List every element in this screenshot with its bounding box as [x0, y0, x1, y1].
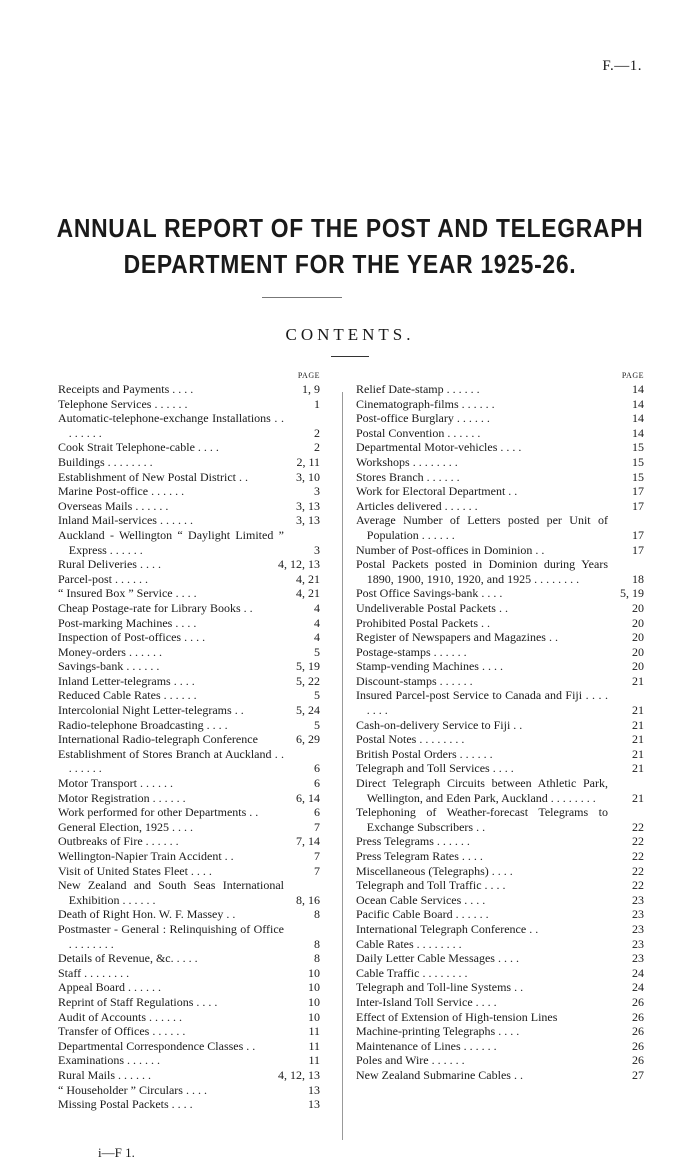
entry-page-number: 15 — [632, 454, 644, 469]
entry-title: Postal Packets posted in Dominion during Years 1890, 1900, 1910, 1920, and 1925 . . . . . . . . — [356, 557, 608, 586]
entry-page-number: 3, 10 — [296, 469, 320, 484]
entry-page-number: 11 — [308, 1024, 320, 1039]
contents-entry — [58, 747, 320, 776]
entry-title: Postmaster - General : Relinquishing of Office . . . . . . . . — [58, 921, 284, 951]
entry-page-number: 23 — [632, 921, 644, 936]
entry-title: Stamp-vending Machines . . . . — [356, 659, 503, 674]
entry-page-number: 7 — [314, 849, 320, 863]
contents-entry — [356, 616, 644, 631]
entry-page-number: 26 — [632, 994, 644, 1009]
entry-title: Reprint of Staff Regulations . . . . — [58, 994, 218, 1009]
entry-title: Number of Post-offices in Dominion . . — [356, 542, 545, 557]
entry-page-number: 4, 12, 13 — [278, 557, 320, 572]
contents-entry — [58, 703, 320, 718]
contents-entry — [58, 484, 320, 499]
entry-page-number: 17 — [632, 484, 644, 499]
contents-entry — [58, 1024, 320, 1039]
entry-page-number: 8 — [314, 951, 320, 966]
report-title — [42, 210, 658, 282]
entry-page-number: 10 — [308, 1009, 320, 1024]
entry-title: Pacific Cable Board . . . . . . — [356, 907, 489, 922]
entry-title: Buildings . . . . . . . . — [58, 454, 153, 469]
contents-entry — [356, 645, 644, 660]
contents-entry — [356, 397, 644, 412]
contents-entry — [356, 1053, 644, 1068]
left-page-header: PAGE — [297, 371, 320, 380]
contents-entry — [356, 1010, 644, 1025]
entry-page-number: 20 — [632, 659, 644, 674]
contents-entry — [58, 1083, 320, 1098]
entry-page-number: 22 — [632, 819, 644, 834]
entry-page-number: 4, 21 — [296, 586, 320, 601]
entry-title: Post-office Burglary . . . . . . — [356, 411, 490, 426]
entry-title: Rural Mails . . . . . . — [58, 1067, 151, 1082]
contents-entry — [58, 776, 320, 791]
right-page-header: PAGE — [621, 371, 644, 380]
entry-page-number: 24 — [632, 980, 644, 995]
page-identifier: F.—1. — [602, 58, 642, 74]
entry-title: Intercolonial Night Letter-telegrams . . — [58, 703, 244, 718]
entry-title: Prohibited Postal Packets . . — [356, 615, 490, 630]
entry-page-number: 8 — [314, 936, 320, 951]
entry-page-number: 7 — [314, 819, 320, 834]
entry-page-number: 5, 19 — [296, 659, 320, 674]
contents-entry — [356, 980, 644, 995]
entry-title: Appeal Board . . . . . . — [58, 980, 161, 995]
entry-page-number: 7, 14 — [296, 834, 320, 849]
right-entries-list — [356, 382, 644, 1083]
entry-page-number: 23 — [632, 951, 644, 966]
entry-page-number: 2, 11 — [296, 454, 320, 469]
entry-page-number: 21 — [632, 673, 644, 688]
entry-title: Press Telegrams . . . . . . — [356, 834, 470, 849]
left-entries-list — [58, 382, 320, 1112]
contents-entry — [356, 470, 644, 485]
entry-page-number: 23 — [632, 907, 644, 922]
entry-title: Cable Rates . . . . . . . . — [356, 936, 462, 951]
contents-entry — [58, 718, 320, 733]
entry-title: Departmental Correspondence Classes . . — [58, 1038, 256, 1053]
entry-title: Motor Registration . . . . . . — [58, 790, 186, 805]
entry-page-number: 26 — [632, 1024, 644, 1039]
entry-title: Cook Strait Telephone-cable . . . . — [58, 440, 219, 455]
entry-title: Cash-on-delivery Service to Fiji . . — [356, 717, 523, 732]
entry-page-number: 22 — [632, 849, 644, 863]
entry-title: Register of Newspapers and Magazines . . — [356, 630, 558, 645]
entry-title: Machine-printing Telegraphs . . . . — [356, 1024, 520, 1039]
contents-entry — [58, 586, 320, 601]
entry-page-number: 5 — [314, 688, 320, 703]
entry-page-number: 15 — [632, 440, 644, 455]
entry-title: Cheap Postage-rate for Library Books . . — [58, 600, 253, 615]
entry-title: Departmental Motor-vehicles . . . . — [356, 440, 522, 455]
entry-page-number: 10 — [308, 994, 320, 1009]
entry-title: Overseas Mails . . . . . . — [58, 498, 169, 513]
contents-entry — [58, 659, 320, 674]
entry-page-number: 11 — [308, 1038, 320, 1053]
entry-page-number: 5, 22 — [296, 673, 320, 688]
entry-title: Undeliverable Postal Packets . . — [356, 600, 508, 615]
contents-entry — [356, 732, 644, 747]
entry-page-number: 23 — [632, 936, 644, 951]
entry-title: Discount-stamps . . . . . . — [356, 673, 473, 688]
entry-page-number: 15 — [632, 469, 644, 484]
contents-entry — [58, 995, 320, 1010]
contents-entry — [356, 513, 644, 542]
entry-title: Transfer of Offices . . . . . . — [58, 1024, 186, 1039]
entry-title: Inland Mail-services . . . . . . — [58, 513, 193, 528]
entry-title: Automatic-telephone-exchange Installations . . . . . . . . — [58, 411, 284, 440]
contents-entry — [58, 382, 320, 397]
contents-entry — [58, 513, 320, 528]
entry-title: Inspection of Post-offices . . . . — [58, 630, 206, 645]
contents-left-column — [58, 370, 320, 1112]
contents-heading: CONTENTS. — [285, 325, 415, 344]
entry-title: Staff . . . . . . . . — [58, 965, 130, 980]
contents-right-column — [356, 370, 644, 1083]
report-title-line-1: ANNUAL REPORT OF THE POST AND TELEGRAPH — [56, 213, 644, 243]
contents-entry — [356, 995, 644, 1010]
contents-entry — [356, 893, 644, 908]
entry-title: Establishment of Stores Branch at Auckland . . . . . . . . — [58, 746, 284, 776]
entry-title: Examinations . . . . . . — [58, 1053, 160, 1068]
entry-page-number: 27 — [632, 1067, 644, 1082]
contents-entry — [356, 674, 644, 689]
entry-title: Poles and Wire . . . . . . — [356, 1053, 465, 1068]
entry-title: Direct Telegraph Circuits between Athletic Park, Wellington, and Eden Park, Auckland . . . . . . . . — [356, 776, 608, 805]
entry-page-number: 26 — [632, 1038, 644, 1053]
entry-page-number: 3 — [314, 542, 320, 557]
entry-page-number: 20 — [632, 630, 644, 645]
entry-page-number: 14 — [632, 411, 644, 426]
contents-entry — [58, 951, 320, 966]
contents-entry — [356, 543, 644, 558]
entry-page-number: 6 — [314, 776, 320, 791]
entry-page-number: 13 — [308, 1097, 320, 1112]
entry-page-number: 4 — [314, 630, 320, 645]
entry-page-number: 21 — [632, 717, 644, 732]
entry-page-number: 3, 13 — [296, 498, 320, 513]
entry-title: Average Number of Letters posted per Unit of Population . . . . . . — [356, 513, 608, 542]
entry-title: Audit of Accounts . . . . . . — [58, 1009, 182, 1024]
entry-title: Parcel-post . . . . . . — [58, 571, 148, 586]
entry-title: Articles delivered . . . . . . — [356, 498, 478, 513]
entry-title: Reduced Cable Rates . . . . . . — [58, 688, 197, 703]
entry-page-number: 21 — [632, 703, 644, 718]
contents-entry — [356, 499, 644, 514]
entry-page-number: 5 — [314, 717, 320, 732]
entry-title: Post Office Savings-bank . . . . — [356, 586, 503, 601]
entry-title: New Zealand and South Seas International Exhibition . . . . . . — [58, 878, 284, 907]
entry-title: Marine Post-office . . . . . . — [58, 484, 185, 499]
entry-page-number: 21 — [632, 746, 644, 761]
contents-entry — [58, 470, 320, 485]
entry-title: New Zealand Submarine Cables . . — [356, 1067, 523, 1082]
contents-entry — [356, 630, 644, 645]
entry-page-number: 6 — [314, 761, 320, 776]
contents-entry — [58, 820, 320, 835]
contents-entry — [356, 907, 644, 922]
contents-entry — [356, 718, 644, 733]
contents-entry — [356, 747, 644, 762]
entry-title: International Telegraph Conference . . — [356, 921, 539, 936]
entry-title: Ocean Cable Services . . . . — [356, 892, 486, 907]
entry-page-number: 18 — [632, 571, 644, 586]
contents-entry — [58, 980, 320, 995]
entry-page-number: 4, 21 — [296, 571, 320, 586]
contents-entry — [58, 1097, 320, 1112]
contents-entry — [356, 455, 644, 470]
contents-entry — [356, 382, 644, 397]
entry-title: Death of Right Hon. W. F. Massey . . — [58, 907, 236, 922]
entry-title: Insured Parcel-post Service to Canada and Fiji . . . . . . . . — [356, 688, 608, 718]
entry-page-number: 26 — [632, 1009, 644, 1024]
entry-page-number: 13 — [308, 1082, 320, 1097]
entry-page-number: 17 — [632, 542, 644, 557]
entry-page-number: 20 — [632, 600, 644, 615]
contents-entry — [356, 937, 644, 952]
contents-entry — [58, 1039, 320, 1054]
contents-entry — [356, 557, 644, 586]
contents-entry — [58, 834, 320, 849]
contents-entry — [356, 922, 644, 937]
contents-entry — [58, 601, 320, 616]
entry-page-number: 1, 9 — [302, 382, 320, 396]
contents-entry — [58, 805, 320, 820]
contents-entry — [58, 878, 320, 907]
contents-entry — [58, 1068, 320, 1083]
contents-entry — [356, 761, 644, 776]
entry-title: Receipts and Payments . . . . — [58, 382, 194, 396]
entry-page-number: 4 — [314, 615, 320, 630]
contents-entry — [356, 776, 644, 805]
entry-title: Postal Convention . . . . . . — [356, 425, 481, 440]
entry-page-number: 10 — [308, 980, 320, 995]
contents-entry — [356, 659, 644, 674]
contents-entry — [356, 1024, 644, 1039]
contents-underline — [331, 356, 369, 357]
entry-title: International Radio-telegraph Conference — [58, 732, 258, 747]
entry-page-number: 21 — [632, 761, 644, 776]
entry-title: Press Telegram Rates . . . . — [356, 849, 483, 863]
entry-title: Savings-bank . . . . . . — [58, 659, 160, 674]
contents-entry — [58, 922, 320, 951]
report-title-line-2: DEPARTMENT FOR THE YEAR 1925-26. — [123, 249, 577, 279]
entry-title: Telephoning of Weather-forecast Telegrams to Exchange Subscribers . . — [356, 805, 608, 834]
footer-signature: i—F 1. — [98, 1145, 135, 1160]
entry-page-number: 20 — [632, 644, 644, 659]
entry-title: Work performed for other Departments . . — [58, 805, 259, 820]
contents-entry — [356, 951, 644, 966]
contents-entry — [58, 645, 320, 660]
entry-title: British Postal Orders . . . . . . — [356, 746, 493, 761]
entry-page-number: 14 — [632, 382, 644, 396]
entry-page-number: 7 — [314, 863, 320, 878]
contents-entry — [58, 528, 320, 557]
entry-title: Work for Electoral Department . . — [356, 484, 518, 499]
entry-page-number: 5 — [314, 644, 320, 659]
contents-entry — [356, 586, 644, 601]
contents-entry — [58, 688, 320, 703]
entry-page-number: 20 — [632, 615, 644, 630]
contents-entry — [356, 878, 644, 893]
contents-entry — [356, 834, 644, 849]
column-divider — [342, 392, 343, 1140]
entry-title: Stores Branch . . . . . . — [356, 469, 460, 484]
entry-title: Outbreaks of Fire . . . . . . — [58, 834, 179, 849]
entry-page-number: 6, 29 — [296, 732, 320, 747]
entry-page-number: 22 — [632, 834, 644, 849]
entry-title: Telegraph and Toll Services . . . . — [356, 761, 514, 776]
entry-title: Postal Notes . . . . . . . . — [356, 732, 465, 747]
entry-title: Money-orders . . . . . . — [58, 644, 162, 659]
contents-entry — [58, 616, 320, 631]
entry-page-number: 2 — [314, 440, 320, 455]
entry-page-number: 8 — [314, 907, 320, 922]
entry-title: Effect of Extension of High-tension Lines — [356, 1009, 558, 1024]
contents-entry — [58, 732, 320, 747]
entry-page-number: 26 — [632, 1053, 644, 1068]
contents-entry — [58, 440, 320, 455]
entry-title: Miscellaneous (Telegraphs) . . . . — [356, 863, 513, 878]
contents-entry — [58, 674, 320, 689]
contents-entry — [58, 572, 320, 587]
entry-title: Cinematograph-films . . . . . . — [356, 396, 495, 411]
entry-title: Visit of United States Fleet . . . . — [58, 863, 212, 878]
contents-entry — [356, 966, 644, 981]
entry-page-number: 17 — [632, 498, 644, 513]
entry-title: Maintenance of Lines . . . . . . — [356, 1038, 497, 1053]
entry-title: Inland Letter-telegrams . . . . — [58, 673, 195, 688]
entry-page-number: 4 — [314, 600, 320, 615]
entry-title: Rural Deliveries . . . . — [58, 557, 161, 572]
contents-entry — [58, 630, 320, 645]
contents-entry — [356, 426, 644, 441]
entry-title: “ Insured Box ” Service . . . . — [58, 586, 197, 601]
entry-page-number: 3 — [314, 484, 320, 499]
entry-page-number: 23 — [632, 892, 644, 907]
contents-entry — [58, 1010, 320, 1025]
contents-entry — [58, 455, 320, 470]
entry-title: Wellington-Napier Train Accident . . — [58, 849, 234, 863]
entry-title: Telephone Services . . . . . . — [58, 396, 188, 411]
contents-entry — [58, 499, 320, 514]
entry-page-number: 21 — [632, 732, 644, 747]
contents-entry — [356, 411, 644, 426]
contents-entry — [356, 1068, 644, 1083]
entry-page-number: 14 — [632, 425, 644, 440]
entry-title: Establishment of New Postal District . . — [58, 469, 248, 484]
entry-title: Cable Traffic . . . . . . . . — [356, 965, 468, 980]
entry-title: Details of Revenue, &c. . . . . — [58, 951, 198, 966]
entry-page-number: 22 — [632, 863, 644, 878]
contents-entry — [58, 397, 320, 412]
contents-entry — [58, 557, 320, 572]
entry-page-number: 4, 12, 13 — [278, 1067, 320, 1082]
entry-page-number: 10 — [308, 965, 320, 980]
entry-page-number: 21 — [632, 790, 644, 805]
entry-page-number: 24 — [632, 965, 644, 980]
contents-entry — [58, 849, 320, 864]
contents-entry — [58, 907, 320, 922]
contents-entry — [58, 411, 320, 440]
contents-entry — [356, 688, 644, 717]
contents-entry — [356, 440, 644, 455]
entry-title: Inter-Island Toll Service . . . . — [356, 994, 497, 1009]
contents-entry — [58, 791, 320, 806]
entry-title: Telegraph and Toll-line Systems . . — [356, 980, 524, 995]
contents-entry — [58, 966, 320, 981]
entry-page-number: 6, 14 — [296, 790, 320, 805]
contents-entry — [356, 601, 644, 616]
entry-page-number: 6 — [314, 805, 320, 820]
entry-title: Post-marking Machines . . . . — [58, 615, 197, 630]
contents-entry — [58, 1053, 320, 1068]
entry-title: Missing Postal Packets . . . . — [58, 1097, 193, 1112]
entry-page-number: 2 — [314, 425, 320, 440]
entry-page-number: 8, 16 — [296, 892, 320, 907]
entry-page-number: 17 — [632, 527, 644, 542]
contents-entry — [356, 484, 644, 499]
entry-title: Auckland - Wellington “ Daylight Limited ” Express . . . . . . — [58, 527, 284, 557]
contents-entry — [356, 805, 644, 834]
entry-page-number: 5, 19 — [620, 586, 644, 601]
contents-entry — [356, 849, 644, 864]
entry-title: Telegraph and Toll Traffic . . . . — [356, 878, 506, 893]
entry-page-number: 14 — [632, 396, 644, 411]
contents-entry — [356, 864, 644, 879]
entry-page-number: 5, 24 — [296, 703, 320, 718]
contents-entry — [356, 1039, 644, 1054]
entry-title: “ Householder ” Circulars . . . . — [58, 1082, 207, 1097]
entry-title: Motor Transport . . . . . . — [58, 776, 174, 791]
entry-title: Relief Date-stamp . . . . . . — [356, 382, 480, 396]
entry-title: Postage-stamps . . . . . . — [356, 644, 467, 659]
entry-title: Radio-telephone Broadcasting . . . . — [58, 717, 228, 732]
entry-page-number: 1 — [314, 396, 320, 411]
title-divider — [262, 297, 342, 298]
entry-title: Daily Letter Cable Messages . . . . — [356, 951, 519, 966]
entry-page-number: 3, 13 — [296, 513, 320, 528]
entry-title: General Election, 1925 . . . . — [58, 819, 193, 834]
entry-page-number: 11 — [308, 1053, 320, 1068]
entry-title: Workshops . . . . . . . . — [356, 454, 458, 469]
contents-entry — [58, 864, 320, 879]
entry-page-number: 22 — [632, 878, 644, 893]
